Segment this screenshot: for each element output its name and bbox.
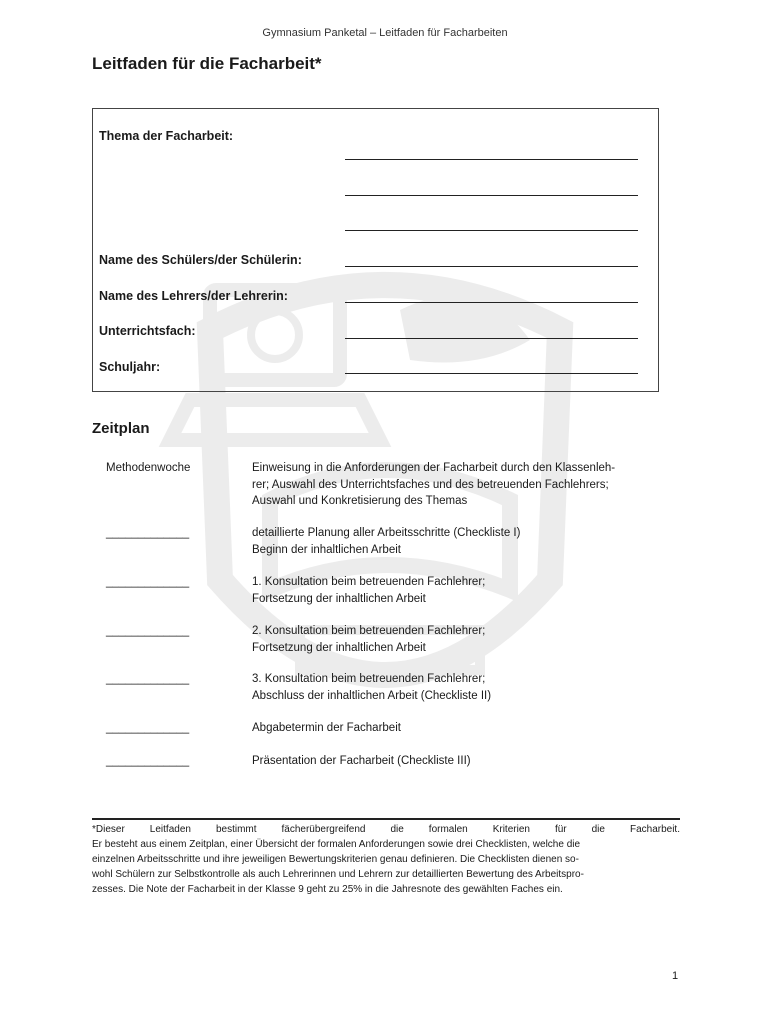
lehrer-label: Name des Lehrers/der Lehrerin: xyxy=(99,289,288,303)
running-header: Gymnasium Panketal – Leitfaden für Facharbeiten xyxy=(262,27,508,39)
schueler-line[interactable] xyxy=(345,266,638,267)
zeitplan-description xyxy=(252,720,667,737)
zeitplan-date-blank[interactable]: _____________ xyxy=(106,625,190,637)
schuljahr-line[interactable] xyxy=(345,373,638,374)
zeitplan-line: Auswahl und Konkretisierung des Themas xyxy=(252,495,468,507)
zeitplan-description xyxy=(252,525,667,558)
zeitplan-line: Einweisung in die Anforderungen der Facharbeit durch den Klassenleh- xyxy=(252,462,616,474)
zeitplan-description xyxy=(252,623,667,656)
zeitplan-line: 3. Konsultation beim betreuenden Fachlehrer; xyxy=(252,673,486,685)
zeitplan-line: Präsentation der Facharbeit (Checkliste III) xyxy=(252,755,471,767)
page-title: Leitfaden für die Facharbeit* xyxy=(92,54,322,73)
thema-line-2[interactable] xyxy=(345,195,638,196)
schueler-label: Name des Schülers/der Schülerin: xyxy=(99,253,302,267)
page-number: 1 xyxy=(672,970,679,982)
thema-line-1[interactable] xyxy=(345,159,638,160)
zeitplan-description xyxy=(252,460,667,510)
zeitplan-line: rer; Auswahl des Unterrichtsfaches und des betreuenden Fachlehrers; xyxy=(252,478,609,491)
cover-info-form xyxy=(92,108,659,392)
zeitplan-date-blank[interactable]: _____________ xyxy=(106,722,190,734)
footnote-line: wohl Schülern zur Selbstkontrolle als auch Lehrerinnen und Lehrern zur detaillierten Bewertung des Arbeitspro- xyxy=(92,869,584,880)
thema-line-3[interactable] xyxy=(345,230,638,231)
zeitplan-description xyxy=(252,753,667,770)
fach-line[interactable] xyxy=(345,338,638,339)
zeitplan-line: Beginn der inhaltlichen Arbeit xyxy=(252,543,401,556)
schuljahr-label: Schuljahr: xyxy=(99,360,161,374)
zeitplan-date: Methodenwoche xyxy=(106,462,191,474)
footnote-line: *Dieser Leitfaden bestimmt fächerübergreifend die formalen Kriterien für die Facharbeit. xyxy=(92,824,680,835)
footnote-line: zesses. Die Note der Facharbeit in der Klasse 9 geht zu 25% in die Jahresnote des gewählten Faches ein. xyxy=(92,884,563,895)
zeitplan-description xyxy=(252,574,667,607)
lehrer-line[interactable] xyxy=(345,302,638,303)
zeitplan-date-blank[interactable]: _____________ xyxy=(106,576,190,588)
footnote-line: einzelnen Arbeitsschritte und ihre jeweiligen Bewertungskriterien genau definieren. Die Checklisten dienen so- xyxy=(92,854,579,865)
zeitplan-date-blank[interactable]: _____________ xyxy=(106,527,190,539)
thema-label: Thema der Facharbeit: xyxy=(99,129,234,143)
zeitplan-line: Fortsetzung der inhaltlichen Arbeit xyxy=(252,641,426,654)
zeitplan-line: detaillierte Planung aller Arbeitsschritte (Checkliste I) xyxy=(252,527,521,539)
footnote-divider xyxy=(92,818,680,820)
footnote-line: Er besteht aus einem Zeitplan, einer Übersicht der formalen Anforderungen sowie drei Checklisten, welche die xyxy=(92,839,581,850)
zeitplan-line: 1. Konsultation beim betreuenden Fachlehrer; xyxy=(252,576,486,588)
zeitplan-date-blank[interactable]: _____________ xyxy=(106,755,190,767)
zeitplan-line: Abgabetermin der Facharbeit xyxy=(252,722,401,734)
zeitplan-date-blank[interactable]: _____________ xyxy=(106,673,190,685)
zeitplan-line: Abschluss der inhaltlichen Arbeit (Checkliste II) xyxy=(252,689,492,702)
zeitplan-line: Fortsetzung der inhaltlichen Arbeit xyxy=(252,592,426,605)
footnote xyxy=(92,822,680,897)
zeitplan-line: 2. Konsultation beim betreuenden Fachlehrer; xyxy=(252,625,486,637)
zeitplan-heading: Zeitplan xyxy=(92,420,150,437)
fach-label: Unterrichtsfach: xyxy=(99,324,196,338)
zeitplan-description xyxy=(252,671,667,704)
